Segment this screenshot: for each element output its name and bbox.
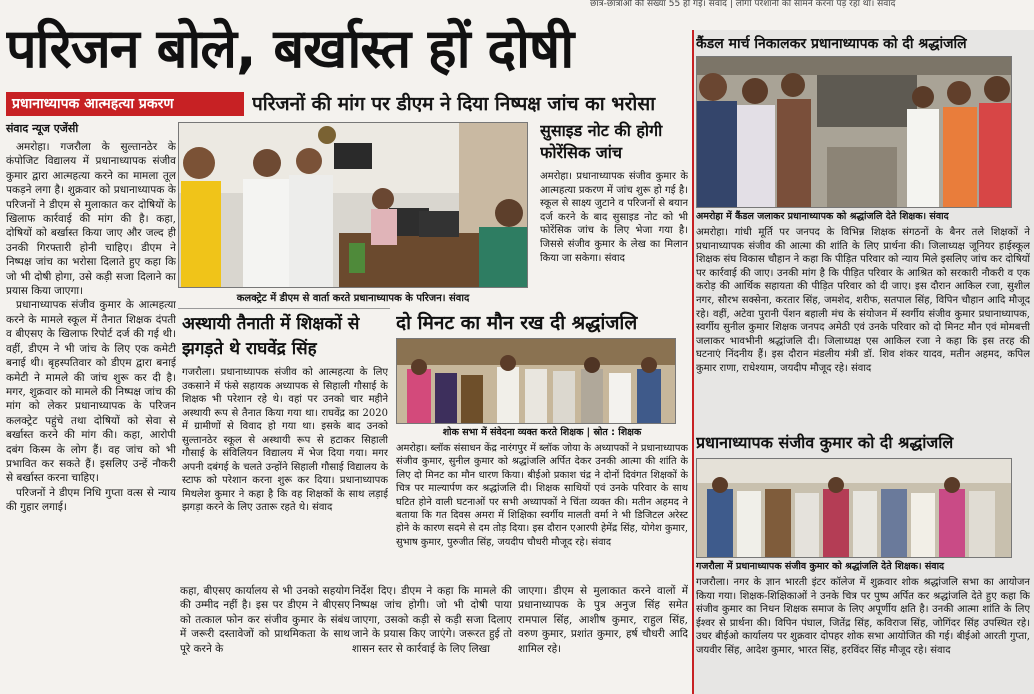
bottom-column-4: जाएगा। डीएम से मुलाकात करने वालों में प्रधानाध्यापक के पुत्र अनुज सिंह समेत रामपाल सिंह, आशीष कुमार, राहुल सिंह, वरुण कुमार, प्रशांत कुमार, हर्ष चौधरी आदि शामिल रहे। <box>518 585 688 655</box>
section-tag: प्रधानाध्यापक आत्महत्या प्रकरण <box>6 92 244 116</box>
divider <box>178 308 390 309</box>
candle-heading: कैंडल मार्च निकालकर प्रधानाध्यापक को दी श्रद्धांजलि <box>696 36 967 52</box>
main-paragraph-1: अमरोहा। गजरौला के सुल्तानठेर के कंपोजिट विद्यालय में प्रधानाध्यापक संजीव कुमार द्वारा आत्महत्या करने का मामला तूल पकड़ने लगा है। शुक्रवार को प्रधानाध्यापक के परिजनों ने डीएम से मुलाकात कर दोषियों के खिलाफ कार्रवाई की मांग की है। कहा, दोषियों को बर्खास्त किया जाए और जल्द ही उनकी गिरफ्तारी होनी चाहिए। डीएम ने निष्पक्ष जांच का भरोसा दिलाते हुए कहा कि जो भी दोषी होगा, उसे कड़ी सजा दिलाने का प्रयास किया जाएगा। <box>6 141 176 298</box>
photo-dm-meeting-caption: कलक्ट्रेट में डीएम से वार्ता करते प्रधानाध्यापक के परिजन। संवाद <box>236 293 470 304</box>
candle-body: अमरोहा। गांधी मूर्ति पर जनपद के विभिन्न शिक्षक संगठनों के बैनर तले शिक्षकों ने प्रधानाध्यापक संजीव की आत्मा की शांति के लिए प्रार्थना की। जिलाध्यक्ष जूनियर हाईस्कूल शिक्षक संघ विकास चौहान ने कहा कि पीड़ित परिवार को न्याय मिले इसलिए जांच कर दोषियों पर कार्रवाई की जाए। उनकी मांग है कि पीड़ित परिवार के आश्रित को सरकारी नौकरी व एक करोड़ की आर्थिक सहायता की पीड़ित परिवार को दी जाए। इस दौरान आकिल रजा, सुशील नगर, सौरभ सक्सेना, करतार सिंह, जमशेद, शरीफ, सतपाल सिंह, विपिन चौहान आदि मौजूद रहे। वहीं, अटेवा पुरानी पेंशन बहाली मंच के संयोजन में स्वर्गीय संजीव कुमार प्रधानाध्यापक, स्वर्गीय सुनील कुमार शिक्षक जनपद अमेठी एवं उनके परिवार को दो मिनट मौन एवं मोमबत्ती जलाकर भावभीनी श्रद्धांजलि दी। जिलाध्यक्ष एस आकिल रजा ने कहा कि इस तरह की घटनाएं निंदनीय हैं। इस दौरान मंडलीय मंत्री डॉ. शिव शंकर यादव, मतीन अहमद, कपिल कुमार राणा, राधेश्याम, जयदीप मौजूद रहे। संवाद <box>696 227 1030 374</box>
bottom-column-2: कहा, बीएसए कार्यालय से भी उनको सहयोग की उम्मीद नहीं है। इस पर डीएम ने बीएसए को तत्काल फोन कर संजीव कुमार के संबंध में जरूरी दस्तावेजों को प्राथमिकता के साथ पूरे करने के <box>180 585 350 655</box>
suicide-note-heading: सुसाइड नोट की होगी फोरेंसिक जांच <box>540 121 663 162</box>
photo-tribute-image <box>697 459 1012 558</box>
byline: संवाद न्यूज एजेंसी <box>6 122 79 135</box>
suicide-note-body: अमरोहा। प्रधानाध्यापक संजीव कुमार के आत्महत्या प्रकरण में जांच शुरू हो गई है। स्कूल से साक्ष्य जुटाने व परिजनों से बयान दर्ज करने के बाद सुसाइड नोट को भी फोरेंसिक जांच के लिए भेजा गया है। जिससे संजीव कुमार के लेख का मिलान किया जा सकेगा। संवाद <box>540 171 688 264</box>
photo-tribute-caption: गजरौला में प्रधानाध्यापक संजीव कुमार को श्रद्धांजलि देते शिक्षक। संवाद <box>696 561 945 572</box>
photo-dm-meeting <box>178 122 528 288</box>
raghvendra-body: गजरौला। प्रधानाध्यापक संजीव को आत्महत्या के लिए उकसाने में फंसे सहायक अध्यापक से सिहाली गौसाई के शिक्षक भी परेशान रहे थे। वहां पर उनको चार महीने अस्थायी रूप से तैनात किया गया था। राघवेंद्र का 2020 में ग्रामीणों से विवाद हो गया था। इसके बाद उनको सुल्तानठेर स्कूल से अस्थायी रूप से हटाकर सिहाली गौसाई के संविलियन विद्यालय में भेज दिया गया। मगर अपनी दबंगई के चलते उन्होंने सिहाली गौसाई विद्यालय के स्टाफ को परेशान करना शुरू कर दिया। प्रधानाध्यापक मिथलेश कुमार ने कहा है कि वह शिक्षकों के साथ लड़ाई झगड़ा करने के लिए उतारू रहते थे। संवाद <box>182 367 388 513</box>
bottom-column-3: निर्देश दिए। डीएम ने कहा कि मामले की निष्पक्ष जांच होगी। जो भी दोषी पाया जाएगा, उसको कड़ी से कड़ी सजा दिलाए जाने के प्रयास किए जाएंगे। जरूरत हुई तो शासन स्तर से कार्रवाई के लिए लिखा <box>352 585 512 655</box>
photo-candle-caption: अमरोहा में कैंडल जलाकर प्रधानाध्यापक को श्रद्धांजलि देते शिक्षक। संवाद <box>696 211 949 222</box>
main-paragraph-3: परिजनों ने डीएम निधि गुप्ता वत्स से न्याय की गुहार लगाई। <box>6 486 176 514</box>
raghvendra-heading: अस्थायी तैनाती में शिक्षकों से झगड़ते थे राघवेंद्र सिंह <box>182 314 360 359</box>
photo-condolence-image <box>397 339 676 424</box>
photo-dm-meeting-image <box>179 123 528 288</box>
photo-candle-march <box>696 56 1012 208</box>
subheadline: परिजनों की मांग पर डीएम ने दिया निष्पक्ष जांच का भरोसा <box>252 93 656 115</box>
tribute-heading: प्रधानाध्यापक संजीव कुमार को दी श्रद्धांजलि <box>696 433 954 452</box>
top-strip: छात्र-छात्राओं की संख्या 55 हो गई। संवाद | लोगों परेशानी को सामने करना पड़ रहा था। संवाद <box>590 0 896 9</box>
photo-tribute <box>696 458 1012 558</box>
maun-heading: दो मिनट का मौन रख दी श्रद्धांजलि <box>396 312 638 334</box>
main-column <box>6 140 176 692</box>
photo-condolence-caption: शोक सभा में संवेदना व्यक्त करते शिक्षक | स्रोत : शिक्षक <box>442 427 642 438</box>
photo-condolence <box>396 338 676 424</box>
headline: परिजन बोले, बर्खास्त हों दोषी <box>6 17 574 80</box>
maun-body: अमरोहा। ब्लॉक संसाधन केंद्र नारंगपुर में ब्लॉक जोया के अध्यापकों ने प्रधानाध्यापक संजीव कुमार, सुनील कुमार को श्रद्धांजलि अर्पित देकर उनकी आत्मा की शांति के लिए दो मिनट का मौन धारण किया। बीईओ प्रकाश चंद्र ने दोनों दिवंगत शिक्षकों के चित्र पर माल्यार्पण कर श्रद्धांजलि दी। शिक्षक साथियों एवं उनके परिवार के साथ घटित होने वाली घटनाओं पर सभी अध्यापकों ने चिंता व्यक्त की। मतीन अहमद ने बताया कि गत दिवस अमरा में शिक्षिका स्वर्गीय मालती वर्मा ने भी डिजिटल अरेस्ट होने के कारण सदमे से दम तोड़ दिया। इस दौरान एआरपी हेमेंद्र सिंह, योगेश कुमार, सुभाष कुमार, पुरुजीत सिंह, जयदीप चौधरी मौजूद रहे। संवाद <box>396 443 688 548</box>
main-paragraph-2: प्रधानाध्यापक संजीव कुमार के आत्महत्या करने के मामले स्कूल में तैनात शिक्षक दंपती व बीएसए के खिलाफ रिपोर्ट दर्ज की गई थी। वहीं, डीएम ने भी जांच के लिए एक कमेटी बनाई थी। बृहस्पतिवार को डीएम द्वारा बनाई कमेटी ने मामले की जांच शुरू कर दी है। मगर, शुक्रवार को मामले की निष्पक्ष जांच की मांग को लेकर प्रधानाध्यापक के परिजन कलक्ट्रेट पहुंचे तथा दोषियों को सेवा से बर्खास्त करने की मांग की। कहा, आरोपी दबंग किस्म के लोग हैं। वह जांच को भी प्रभावित कर सकते हैं। इसलिए उन्हें नौकरी से बर्खास्त करना चाहिए। <box>6 299 176 485</box>
tribute-body: गजरौला। नगर के ज्ञान भारती इंटर कॉलेज में शुक्रवार शोक श्रद्धांजलि सभा का आयोजन किया गया। शिक्षक-शिक्षिकाओं ने उनके चित्र पर पुष्प अर्पित कर श्रद्धांजलि देते हुए कहा कि संजीव कुमार का निधन शिक्षक समाज के लिए अपूर्णीय क्षति है। उनकी आत्मा शांति के लिए ईश्वर से प्रार्थना की। विपिन पंघाल, जितेंद्र सिंह, कविराज सिंह, जोगिंदर सिंह उपस्थित रहे। उधर बीईओ कार्यालय पर शुक्रवार दोपहर शोक सभा आयोजित की गई। बीईओ आरती गुप्ता, जयवीर सिंह, आदेश कुमार, भारत सिंह, हरविंदर सिंह मौजूद रहे। संवाद <box>696 577 1030 656</box>
photo-candle-march-image <box>697 57 1012 208</box>
